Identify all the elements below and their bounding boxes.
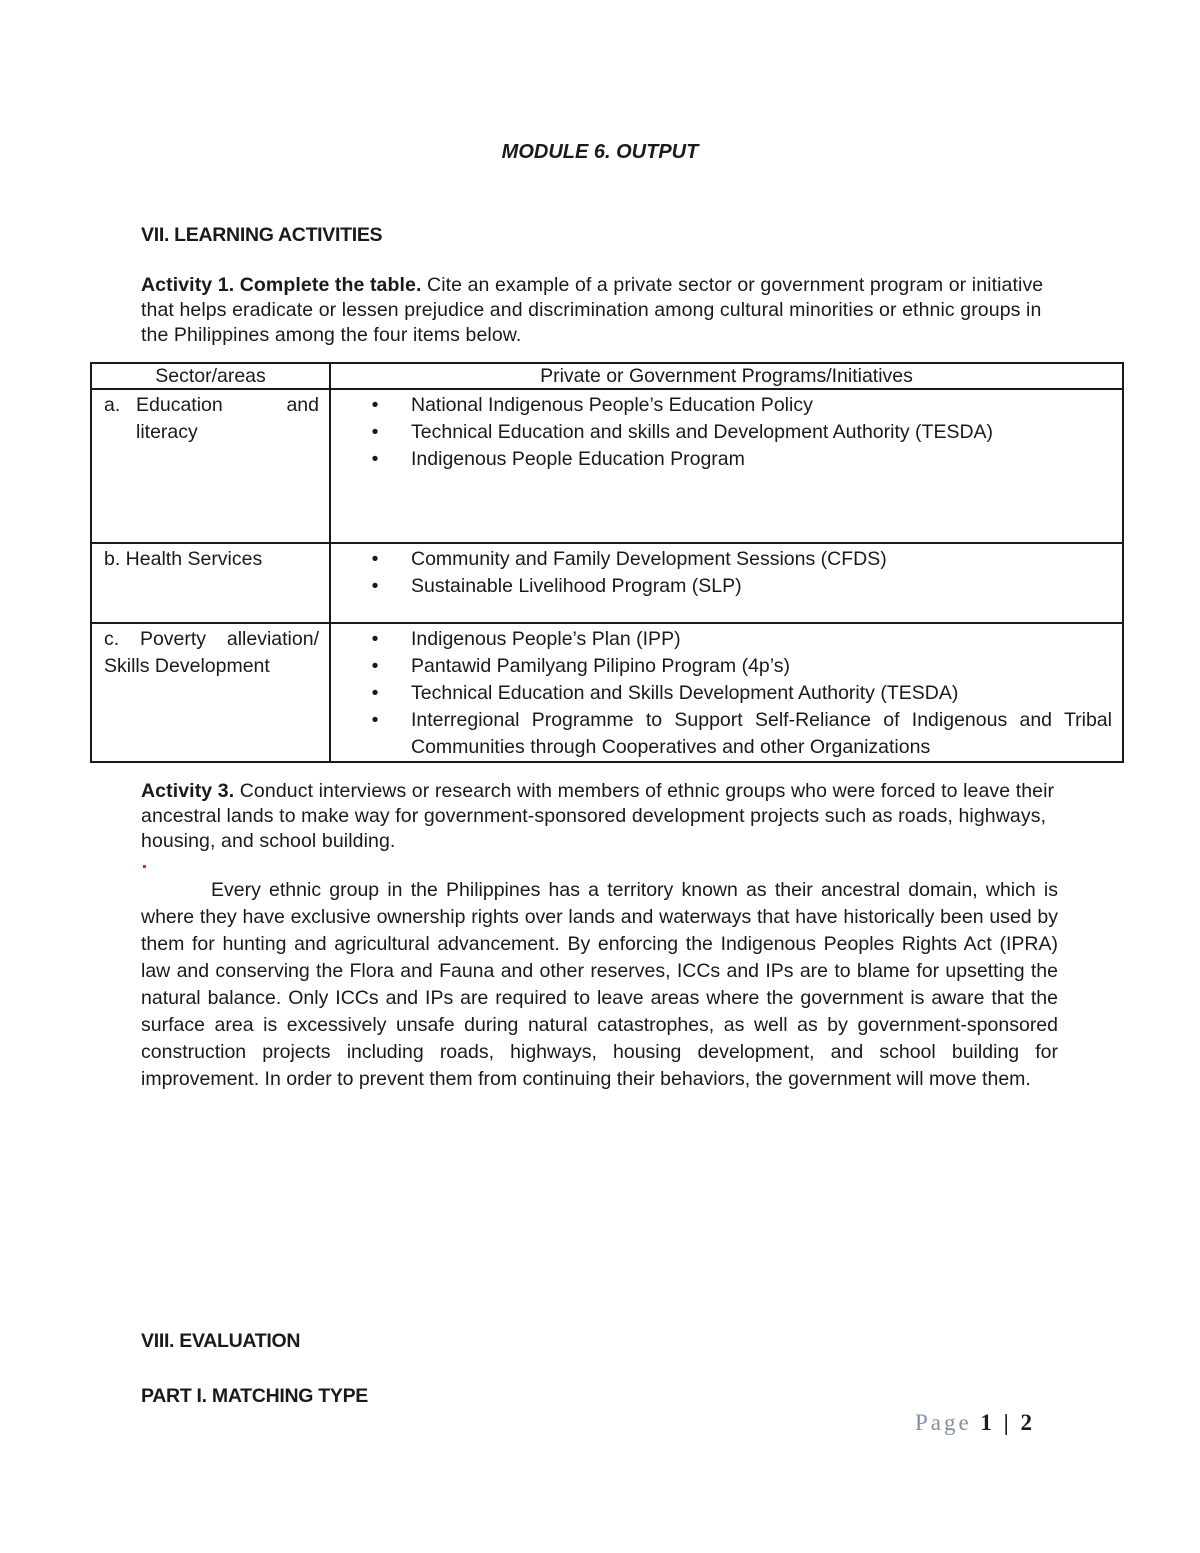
list-item: • Pantawid Pamilyang Pilipino Program (4p’s) <box>331 653 1112 680</box>
bullet-icon: • <box>371 682 379 704</box>
stray-dot <box>143 865 146 868</box>
bullet-icon: • <box>371 448 379 470</box>
list-item: • Interregional Programme to Support Self-Reliance of Indigenous and Tribal Communities through Cooperatives and other Organizations <box>331 707 1112 761</box>
section-heading-evaluation: VIII. EVALUATION <box>141 1330 301 1352</box>
sector-cell <box>91 389 330 543</box>
list-item: • National Indigenous People’s Education Policy <box>331 392 1112 419</box>
bullet-icon: • <box>371 575 379 597</box>
sector-letter: a. <box>104 394 121 416</box>
page-word: Page <box>914 1410 972 1435</box>
sector-text-line1: Education and <box>136 394 319 416</box>
sector-text-line1: c. Poverty alleviation/ <box>104 628 319 650</box>
activity3-label: Activity 3. <box>141 780 235 802</box>
bullet-icon: • <box>371 655 379 677</box>
page-separator: | <box>1003 1410 1012 1435</box>
list-item: • Sustainable Livelihood Program (SLP) <box>331 573 1112 600</box>
bullet-icon: • <box>371 628 379 650</box>
activity1-label: Activity 1. Complete the table. <box>141 274 422 296</box>
programs-table <box>90 362 1124 763</box>
activity1-instructions <box>141 273 1061 348</box>
sector-cell <box>91 623 330 762</box>
table-row <box>91 543 1123 623</box>
programs-cell <box>330 389 1123 543</box>
table-row <box>91 389 1123 543</box>
header-programs: Private or Government Programs/Initiatives <box>330 363 1123 389</box>
total-pages: 2 <box>1020 1410 1035 1435</box>
bullet-icon: • <box>371 394 379 416</box>
list-item: • Indigenous People Education Program <box>331 446 1112 473</box>
list-item: • Technical Education and Skills Development Authority (TESDA) <box>331 680 1112 707</box>
header-sector: Sector/areas <box>91 363 330 389</box>
section-heading-learning-activities: VII. LEARNING ACTIVITIES <box>141 224 383 246</box>
bullet-icon: • <box>371 709 379 731</box>
bullet-icon: • <box>371 421 379 443</box>
sector-cell: b. Health Services <box>91 543 330 623</box>
programs-cell <box>330 623 1123 762</box>
activity3-instructions <box>141 779 1061 854</box>
programs-cell <box>330 543 1123 623</box>
essay-answer: Every ethnic group in the Philippines has a territory known as their ancestral domain, which is where they have exclusive ownership rights over lands and waterways that have historically been used by them for hunting and agricultural advancement. By enforcing the Indigenous Peoples Rights Act (IPRA) law and conserving the Flora and Fauna and other reserves, ICCs and IPs are to blame for upsetting the natural balance. Only ICCs and IPs are required to leave areas where the government is aware that the surface area is excessively unsafe during natural catastrophes, as well as by government-sponsored construction projects including roads, highways, housing development, and school building for improvement. In order to prevent them from continuing their behaviors, the government will move them. <box>141 879 1058 1090</box>
list-item: • Indigenous People’s Plan (IPP) <box>331 626 1112 653</box>
list-item: • Technical Education and skills and Development Authority (TESDA) <box>331 419 1112 446</box>
activity1-text: Cite an example of a private sector or government program or initiative that helps eradicate or lessen prejudice and discrimination among cultural minorities or ethnic groups in the Philippines among the four items below. <box>141 274 1044 346</box>
current-page: 1 <box>980 1410 995 1435</box>
page-number-footer <box>915 1410 1035 1436</box>
activity3-text: Conduct interviews or research with members of ethnic groups who were forced to leave their ancestral lands to make way for government-sponsored development projects such as roads, highways, housing, and school building. <box>141 780 1055 852</box>
page-title: MODULE 6. OUTPUT <box>501 141 699 163</box>
sector-text-line2: literacy <box>136 421 198 443</box>
table-header-row <box>91 363 1123 389</box>
list-item: • Community and Family Development Sessions (CFDS) <box>331 546 1112 573</box>
bullet-icon: • <box>371 548 379 570</box>
table-row <box>91 623 1123 762</box>
section-heading-matching-type: PART I. MATCHING TYPE <box>141 1385 368 1407</box>
sector-text-line2: Skills Development <box>104 655 270 677</box>
